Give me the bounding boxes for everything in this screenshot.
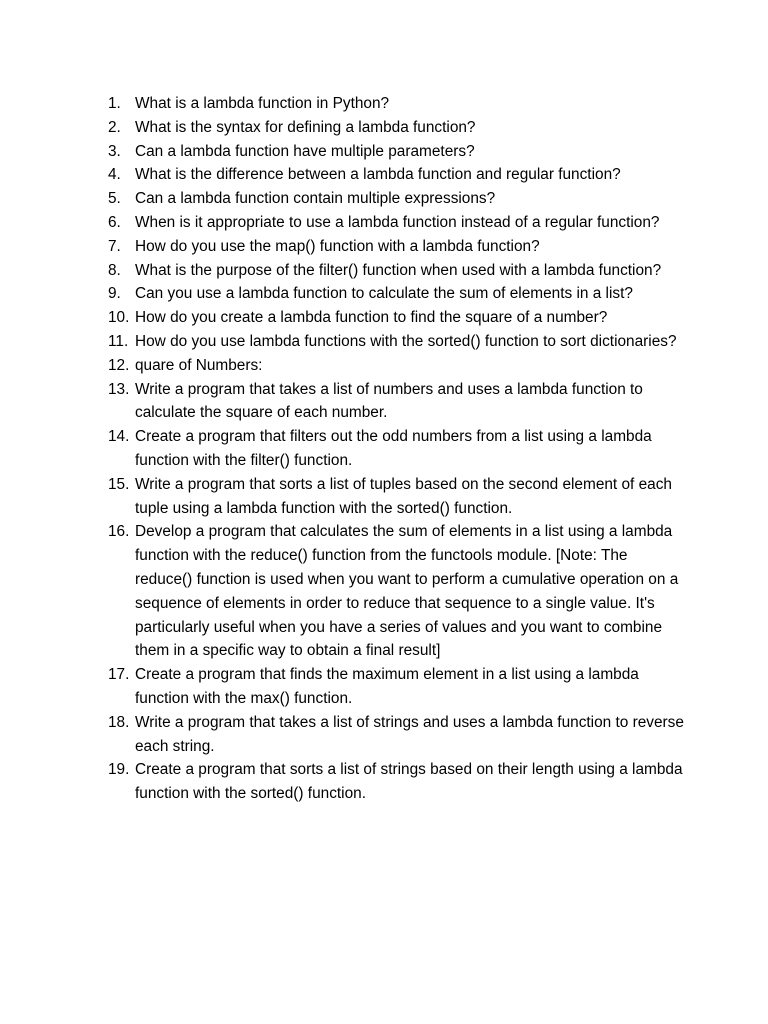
item-text: Can a lambda function have multiple parameters? [135,142,475,160]
item-text: When is it appropriate to use a lambda function instead of a regular function? [135,213,660,231]
list-item [108,282,688,306]
item-text: What is the purpose of the filter() function when used with a lambda function? [135,261,662,279]
list-item [108,306,688,330]
item-text: Can a lambda function contain multiple expressions? [135,190,496,208]
item-text: How do you create a lambda function to find the square of a number? [135,309,608,327]
list-item [108,758,688,806]
item-number: 17. [108,666,130,684]
list-item [108,116,688,140]
item-number: 6. [108,213,121,231]
item-number: 15. [108,475,130,493]
item-number: 8. [108,261,121,279]
item-text: What is a lambda function in Python? [135,95,390,112]
item-number: 1. [108,95,121,112]
item-text: What is the difference between a lambda function and regular function? [135,166,621,184]
item-number: 19. [108,761,130,779]
list-item [108,663,688,711]
item-number: 18. [108,713,130,731]
item-text: Write a program that takes a list of strings and uses a lambda function to reverse each string. [135,713,684,755]
item-text: Create a program that filters out the odd numbers from a list using a lambda function with the filter() function. [135,428,652,469]
item-number: 2. [108,118,121,136]
item-number: 7. [108,237,121,255]
item-text: How do you use the map() function with a lambda function? [135,237,540,255]
item-number: 14. [108,428,130,446]
item-text: Create a program that sorts a list of strings based on their length using a lambda function with the sorted() function. [135,761,683,803]
list-item [108,330,688,354]
item-text: Write a program that sorts a list of tuples based on the second element of each tuple using a lambda function with the sorted() function. [135,475,672,517]
item-number: 16. [108,523,130,541]
item-number: 10. [108,309,130,327]
item-text: Create a program that finds the maximum element in a list using a lambda function with the max() function. [135,666,639,707]
list-item [108,211,688,235]
list-item [108,473,688,521]
item-text: How do you use lambda functions with the sorted() function to sort dictionaries? [135,332,677,350]
list-item [108,354,688,378]
item-number: 13. [108,380,130,398]
item-number: 5. [108,190,121,208]
list-item [108,163,688,187]
item-number: 3. [108,142,121,160]
item-number: 11. [108,332,129,350]
list-item [108,425,688,473]
item-number: 9. [108,285,121,303]
list-item [108,259,688,283]
item-number: 4. [108,166,121,184]
list-item [108,187,688,211]
item-text: quare of Numbers: [135,356,263,374]
item-text: Write a program that takes a list of numbers and uses a lambda function to calculate the square of each number. [135,380,643,422]
list-item [108,235,688,259]
list-item [108,92,688,116]
item-text: Develop a program that calculates the sum of elements in a list using a lambda function with the reduce() function from the functools module. [Note: The reduce() function is used when you want to perform a cumulative operation on a sequence of elements in order to reduce that sequence to a single value. It's particularly useful when you have a series of values and you want to combine them in a specific way to obtain a final result] [135,523,679,660]
list-item [108,520,688,663]
list-item [108,140,688,164]
item-number: 12. [108,356,130,374]
question-list [108,92,688,806]
list-item [108,711,688,759]
item-text: Can you use a lambda function to calculate the sum of elements in a list? [135,285,633,303]
item-text: What is the syntax for defining a lambda function? [135,118,476,136]
list-item [108,378,688,426]
